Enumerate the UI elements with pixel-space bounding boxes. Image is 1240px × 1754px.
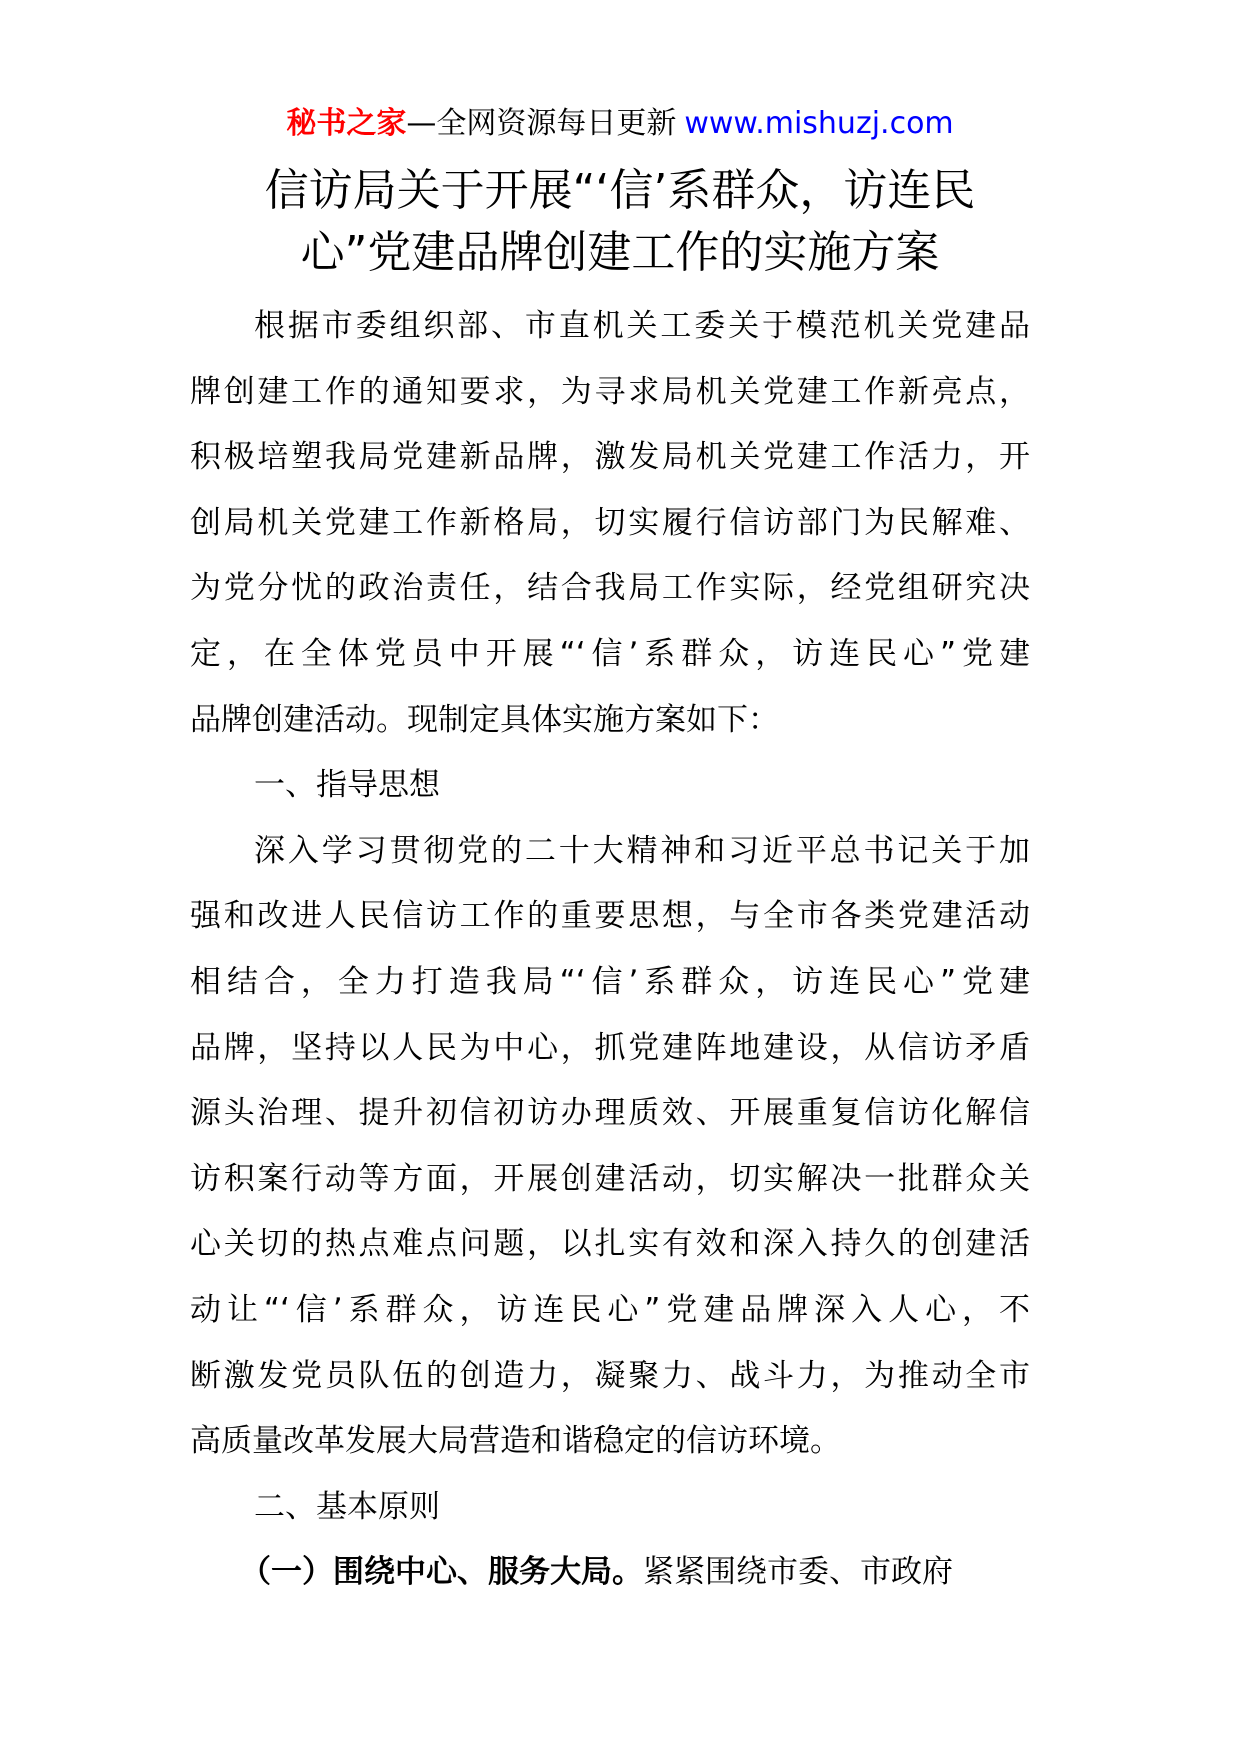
- title-line-1: 信访局关于开展“‘信’系群众，访连民: [264, 165, 976, 216]
- intro-line: 积极培塑我局党建新品牌，激发局机关党建工作活力，开: [190, 439, 1030, 476]
- section-1-line: 源头治理、提升初信初访办理质效、开展重复信访化解信: [190, 1095, 1030, 1132]
- intro-line: 定，在全体党员中开展“‘信’系群众，访连民心”党建: [190, 635, 1030, 672]
- section-1-line: 相结合，全力打造我局“‘信’系群众，访连民心”党建: [190, 963, 1030, 1000]
- intro-line: 品牌创建活动。现制定具体实施方案如下：: [190, 701, 779, 738]
- intro-line: 为党分忧的政治责任，结合我局工作实际，经党组研究决: [190, 570, 1030, 607]
- site-slogan: —全网资源每日更新: [406, 106, 677, 141]
- section-1-line: 心关切的热点难点问题，以扎实有效和深入持久的创建活: [190, 1226, 1030, 1263]
- section-1-line: 访积案行动等方面，开展创建活动，切实解决一批群众关: [190, 1160, 1030, 1197]
- title-line-2: 心”党建品牌创建工作的实施方案: [300, 227, 940, 278]
- site-header: [0, 102, 1240, 146]
- intro-line: 根据市委组织部、市直机关工委关于模范机关党建品: [254, 308, 1030, 344]
- document-body: [190, 294, 1030, 1606]
- document-title: [150, 160, 1090, 284]
- section-1-line: 强和改进人民信访工作的重要思想，与全市各类党建活动: [190, 898, 1030, 935]
- section-1-heading: 一、指导思想: [254, 767, 440, 804]
- section-2-heading: 二、基本原则: [254, 1488, 440, 1525]
- principle-1-text: 紧紧围绕市委、市政府: [643, 1554, 953, 1591]
- section-1-line: 高质量改革发展大局营造和谐稳定的信访环境。: [190, 1423, 841, 1460]
- section-1-line: 深入学习贯彻党的二十大精神和习近平总书记关于加: [254, 832, 1030, 869]
- site-url: www.mishuzj.com: [684, 106, 954, 141]
- principle-1-line: [190, 1540, 1030, 1606]
- intro-line: 创局机关党建工作新格局，切实履行信访部门为民解难、: [190, 504, 1030, 541]
- principle-1-title: （一）围绕中心、服务大局。: [240, 1554, 643, 1591]
- site-brand: 秘书之家: [286, 106, 407, 141]
- section-1-line: 动让“‘信’系群众，访连民心”党建品牌深入人心，不: [190, 1291, 1030, 1328]
- intro-line: 牌创建工作的通知要求，为寻求局机关党建工作新亮点，: [190, 373, 1030, 410]
- section-1-line: 品牌，坚持以人民为中心，抓党建阵地建设，从信访矛盾: [190, 1029, 1030, 1066]
- section-1-line: 断激发党员队伍的创造力，凝聚力、战斗力，为推动全市: [190, 1357, 1030, 1394]
